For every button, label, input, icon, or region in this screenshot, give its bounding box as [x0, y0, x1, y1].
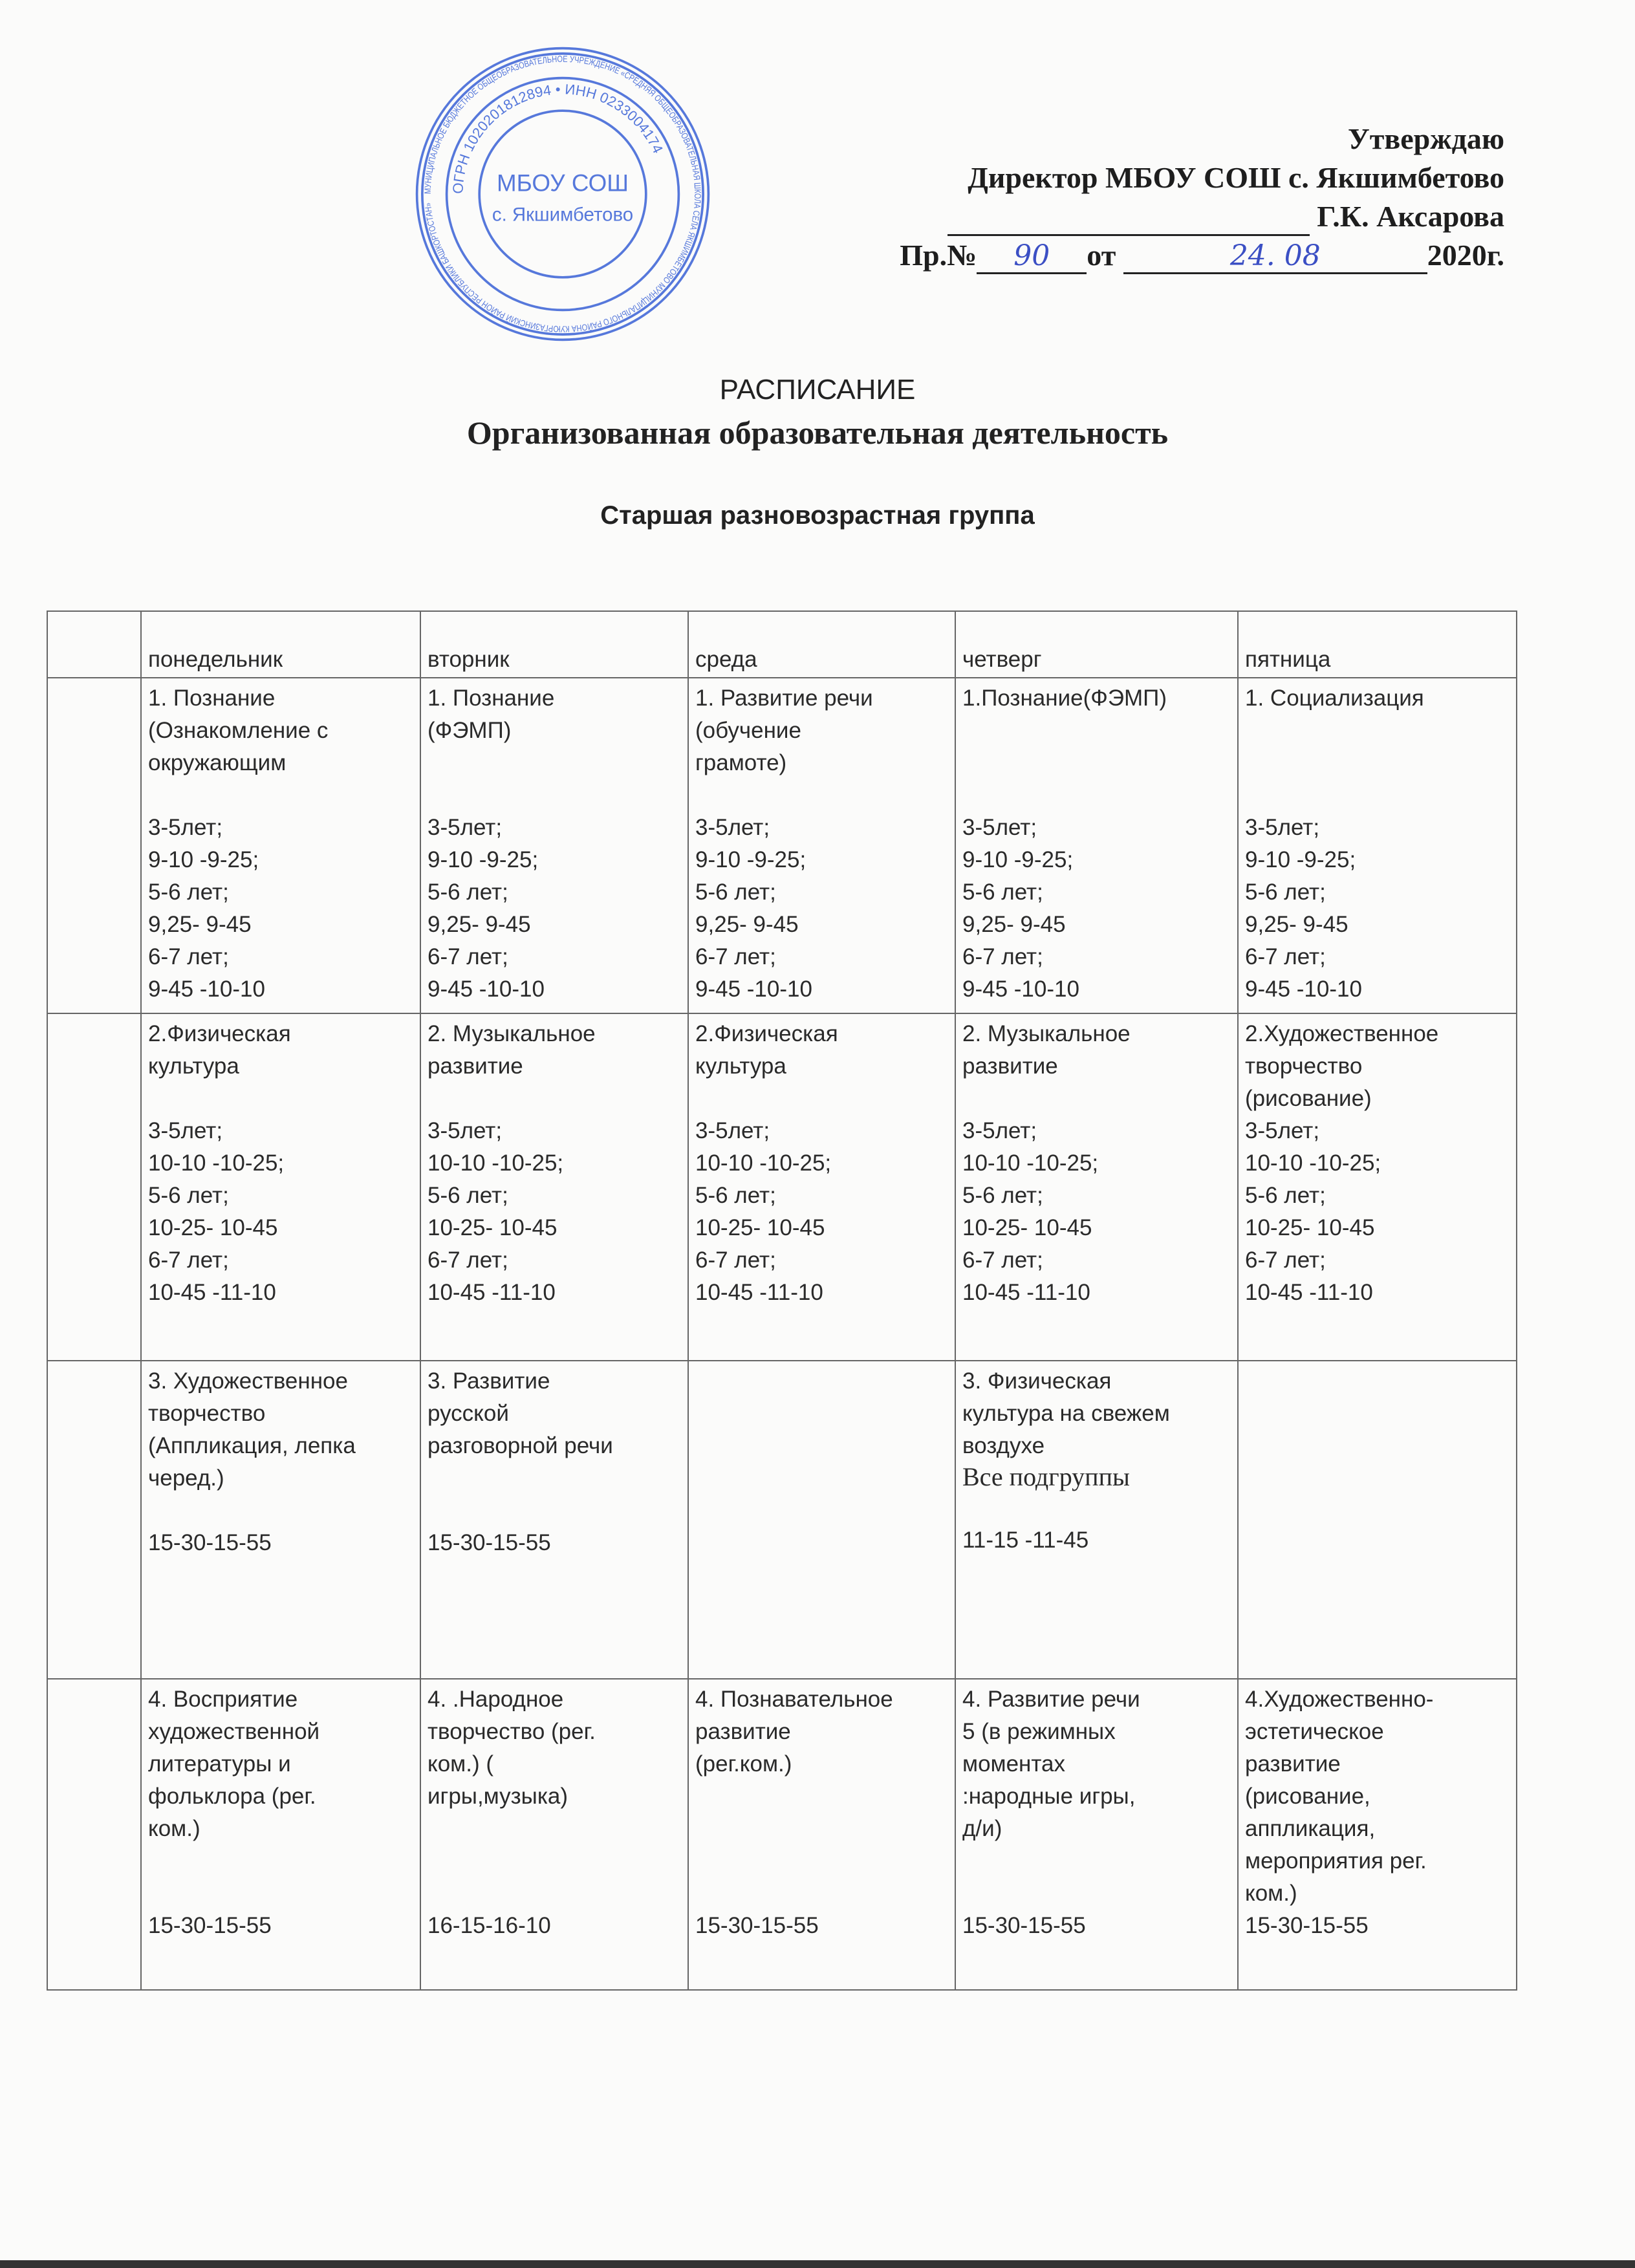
signature-underline — [947, 208, 1310, 236]
day-header: среда — [688, 611, 955, 678]
table-row — [47, 1013, 1517, 1361]
order-date: 24. 08 — [1123, 240, 1427, 274]
schedule-cell: 2.Художественное творчество (рисование) 3-5лет; 10-10 -10-25; 5-6 лет; 10-25- 10-45 6-7 лет; 10-45 -11-10 — [1238, 1013, 1517, 1361]
day-header: вторник — [420, 611, 688, 678]
schedule-cell: 3. Художественное творчество (Аппликация, лепка черед.) 15-30-15-55 — [141, 1361, 420, 1679]
approval-block — [900, 120, 1504, 275]
schedule-cell — [955, 1361, 1238, 1679]
schedule-cell: 2. Музыкальное развитие 3-5лет; 10-10 -10-25; 5-6 лет; 10-25- 10-45 6-7 лет; 10-45 -11-10 — [420, 1013, 688, 1361]
subgroup-note: Все подгруппы — [962, 1462, 1130, 1491]
school-stamp — [414, 45, 711, 343]
approval-signature-line — [900, 197, 1504, 236]
table-row — [47, 1361, 1517, 1679]
schedule-cell: 4. Развитие речи 5 (в режимных моментах :народные игры, д/и) 15-30-15-55 — [955, 1679, 1238, 1990]
corner-cell — [47, 611, 141, 678]
schedule-cell: 2.Физическая культура 3-5лет; 10-10 -10-25; 5-6 лет; 10-25- 10-45 6-7 лет; 10-45 -11-10 — [688, 1013, 955, 1361]
table-row — [47, 678, 1517, 1013]
schedule-cell — [688, 1361, 955, 1679]
table-row — [47, 1679, 1517, 1990]
schedule-cell: 1.Познание(ФЭМП) 3-5лет; 9-10 -9-25; 5-6 лет; 9,25- 9-45 6-7 лет; 9-45 -10-10 — [955, 678, 1238, 1013]
scan-edge — [0, 2260, 1635, 2268]
schedule-cell: 2. Музыкальное развитие 3-5лет; 10-10 -10-25; 5-6 лет; 10-25- 10-45 6-7 лет; 10-45 -11-10 — [955, 1013, 1238, 1361]
day-header: четверг — [955, 611, 1238, 678]
stamp-center-text: с. Якшимбетово — [492, 204, 634, 226]
group-name: Старшая разновозрастная группа — [600, 501, 1035, 530]
activity-time: 11-15 -11-45 — [962, 1528, 1089, 1553]
schedule-cell: 4. Восприятие художественной литературы и фольклора (рег. ком.) 15-30-15-55 — [141, 1679, 420, 1990]
row-label-cell — [47, 1361, 141, 1679]
schedule-cell: 4. .Народное творчество (рег. ком.) ( игры,музыка) 16-15-16-10 — [420, 1679, 688, 1990]
approval-order — [900, 236, 1504, 275]
row-label-cell — [47, 1679, 141, 1990]
approval-heading: Утверждаю — [1348, 122, 1504, 155]
day-header: пятница — [1238, 611, 1517, 678]
order-number: 90 — [977, 240, 1087, 274]
schedule-cell: 1. Развитие речи (обучение грамоте) 3-5лет; 9-10 -9-25; 5-6 лет; 9,25- 9-45 6-7 лет; 9-45 -10-10 — [688, 678, 955, 1013]
document-title: РАСПИСАНИЕ — [719, 374, 916, 405]
schedule-cell: 4. Познавательное развитие (рег.ком.) 15-30-15-55 — [688, 1679, 955, 1990]
schedule-cell — [1238, 1361, 1517, 1679]
approval-director: Директор МБОУ СОШ с. Якшимбетово — [968, 161, 1504, 194]
order-prefix: Пр.№ — [900, 239, 977, 272]
header-row — [47, 611, 1517, 678]
schedule-cell: 3. Развитие русской разговорной речи 15-30-15-55 — [420, 1361, 688, 1679]
from-label: от — [1087, 239, 1116, 272]
stamp-center-text: МБОУ СОШ — [497, 169, 629, 197]
row-label-cell — [47, 1013, 141, 1361]
schedule-cell: 4.Художественно- эстетическое развитие (рисование, аппликация, мероприятия рег. ком.) 15-30-15-55 — [1238, 1679, 1517, 1990]
row-label-cell — [47, 678, 141, 1013]
stamp-inner-text: ОГРН 1020201812894 • ИНН 0233004174 — [449, 81, 667, 195]
order-year: 2020г. — [1427, 239, 1504, 272]
stamp-outer-text: МУНИЦИПАЛЬНОЕ БЮДЖЕТНОЕ ОБЩЕОБРАЗОВАТЕЛЬНОЕ УЧРЕЖДЕНИЕ «СРЕДНЯЯ ОБЩЕОБРАЗОВАТЕЛЬНАЯ ШКОЛА СЕЛА ЯКШИМБЕТОВО МУНИЦИПАЛЬНОГО РАЙОНА КУЮРГАЗИНСКИЙ РАЙОН РЕСПУБЛИКИ БАШКОРТОСТАН» — [422, 54, 703, 334]
document-subtitle: Организованная образовательная деятельность — [466, 415, 1169, 451]
schedule-table — [47, 610, 1517, 1991]
schedule-cell: 1. Социализация 3-5лет; 9-10 -9-25; 5-6 лет; 9,25- 9-45 6-7 лет; 9-45 -10-10 — [1238, 678, 1517, 1013]
day-header: понедельник — [141, 611, 420, 678]
activity-text: 3. Физическая культура на свежем воздухе — [962, 1368, 1170, 1458]
schedule-cell: 1. Познание (Ознакомление с окружающим 3-5лет; 9-10 -9-25; 5-6 лет; 9,25- 9-45 6-7 лет; 9-45 -10-10 — [141, 678, 420, 1013]
schedule-cell: 1. Познание (ФЭМП) 3-5лет; 9-10 -9-25; 5-6 лет; 9,25- 9-45 6-7 лет; 9-45 -10-10 — [420, 678, 688, 1013]
approval-name: Г.К. Аксарова — [1317, 200, 1504, 233]
schedule-cell: 2.Физическая культура 3-5лет; 10-10 -10-25; 5-6 лет; 10-25- 10-45 6-7 лет; 10-45 -11-10 — [141, 1013, 420, 1361]
